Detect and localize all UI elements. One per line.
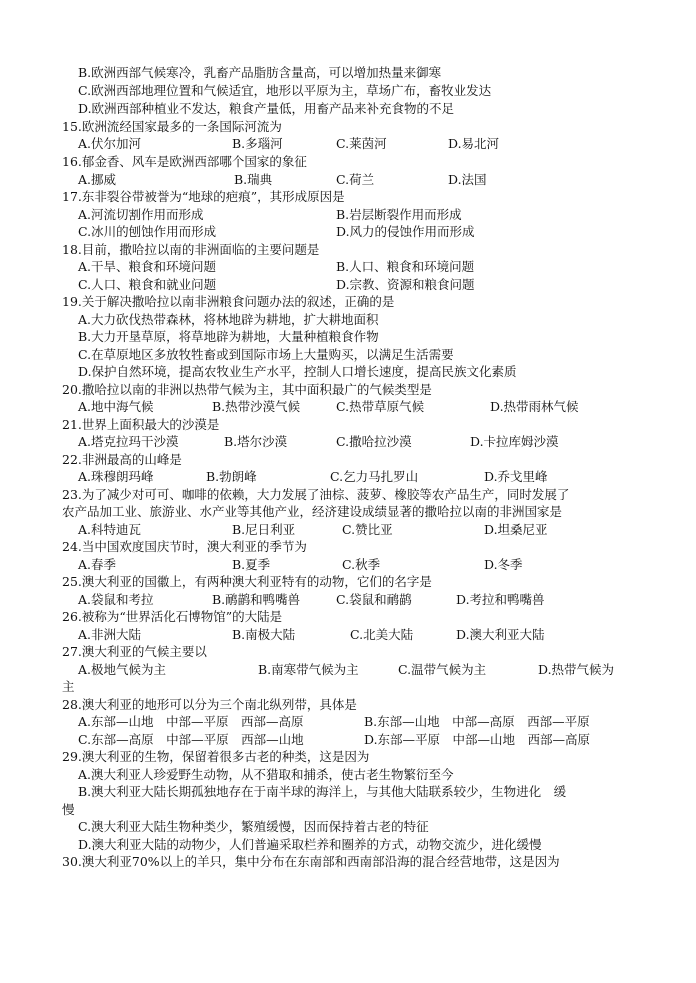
- q16-option-b: B.瑞典: [234, 172, 273, 187]
- question-24: 24.当中国欢度国庆节时，澳大利亚的季节为: [62, 539, 307, 554]
- q20-option-b: B.热带沙漠气候: [212, 399, 301, 414]
- q21-option-b: B.塔尔沙漠: [224, 434, 288, 449]
- q20-option-d: D.热带雨林气候: [490, 399, 579, 414]
- question-23-line-2: 农产品加工业、旅游业、水产业等其他产业，经济建设成绩显著的撒哈拉以南的非洲国家是: [62, 504, 563, 519]
- q22-option-d: D.乔戈里峰: [484, 469, 548, 484]
- q22-option-b: B.勃朗峰: [206, 469, 257, 484]
- q28-option-c: C.东部—高原 中部—平原 西部—山地: [78, 732, 304, 747]
- q19-option-a: A.大力砍伐热带森林，将林地辟为耕地，扩大耕地面积: [78, 312, 379, 327]
- question-27: 27.澳大利亚的气候主要以: [62, 644, 207, 659]
- q17-option-d: D.风力的侵蚀作用而形成: [336, 224, 475, 239]
- q14-option-c: C.欧洲西部地理位置和气候适宜，地形以平原为主，草场广布，畜牧业发达: [78, 83, 492, 98]
- question-16: 16.郁金香、风车是欧洲西部哪个国家的象征: [62, 154, 307, 169]
- q16-option-d: D.法国: [448, 172, 487, 187]
- q29-option-b-wrap: 慢: [62, 802, 75, 817]
- q29-option-b: B.澳大利亚大陆长期孤独地存在于南半球的海洋上，与其他大陆联系较少，生物进化 缓: [78, 784, 567, 799]
- q26-option-b: B.南极大陆: [232, 627, 296, 642]
- q23-option-c: C.赞比亚: [342, 522, 393, 537]
- q26-option-c: C.北美大陆: [350, 627, 414, 642]
- question-21: 21.世界上面积最大的沙漠是: [62, 417, 220, 432]
- q16-option-c: C.荷兰: [336, 172, 375, 187]
- q24-option-a: A.春季: [78, 557, 117, 572]
- question-25: 25.澳大利亚的国徽上，有两种澳大利亚特有的动物，它们的名字是: [62, 574, 432, 589]
- question-23-line-1: 23.为了减少对可可、咖啡的依赖，大力发展了油棕、菠萝、橡胶等农产品生产，同时发展了: [62, 487, 570, 502]
- question-19: 19.关于解决撒哈拉以南非洲粮食问题办法的叙述，正确的是: [62, 294, 395, 309]
- question-26: 26.被称为“世界活化石博物馆”的大陆是: [62, 609, 283, 624]
- q25-option-b: B.鸸鹋和鸭嘴兽: [212, 592, 301, 607]
- q27-option-d-wrap: 主: [62, 679, 75, 694]
- q16-option-a: A.挪威: [78, 172, 117, 187]
- q27-option-d: D.热带气候为: [538, 662, 615, 677]
- q17-option-b: B.岩层断裂作用而形成: [336, 207, 462, 222]
- q19-option-d: D.保护自然环境，提高农牧业生产水平，控制人口增长速度，提高民族文化素质: [78, 364, 517, 379]
- q24-option-b: B.夏季: [232, 557, 271, 572]
- q19-option-b: B.大力开垦草原，将草地辟为耕地，大量种植粮食作物: [78, 329, 379, 344]
- q14-option-b: B.欧洲西部气候寒冷，乳畜产品脂肪含量高，可以增加热量来御寒: [78, 65, 442, 80]
- q18-option-c: C.人口、粮食和就业问题: [78, 277, 217, 292]
- q23-option-b: B.尼日利亚: [232, 522, 296, 537]
- q27-option-a: A.极地气候为主: [78, 662, 167, 677]
- q28-option-b: B.东部—山地 中部—高原 西部—平原: [364, 714, 590, 729]
- q18-option-b: B.人口、粮食和环境问题: [336, 259, 475, 274]
- q24-option-d: D.冬季: [484, 557, 523, 572]
- q15-option-c: C.莱茵河: [336, 136, 387, 151]
- q24-option-c: C.秋季: [342, 557, 381, 572]
- q15-option-d: D.易北河: [448, 136, 500, 151]
- q15-option-a: A.伏尔加河: [78, 136, 142, 151]
- q18-option-d: D.宗教、资源和粮食问题: [336, 277, 475, 292]
- q29-option-c: C.澳大利亚大陆生物种类少，繁殖缓慢，因而保持着古老的特征: [78, 819, 429, 834]
- q20-option-c: C.热带草原气候: [336, 399, 425, 414]
- q18-option-a: A.干旱、粮食和环境问题: [78, 259, 217, 274]
- q29-option-d: D.澳大利亚大陆的动物少，人们普遍采取栏养和圈养的方式，动物交流少，进化缓慢: [78, 837, 542, 852]
- q29-option-a: A.澳大利亚人珍爱野生动物，从不猎取和捕杀，使古老生物繁衍至今: [78, 767, 454, 782]
- q17-option-c: C.冰川的刨蚀作用而形成: [78, 224, 217, 239]
- q22-option-a: A.珠穆朗玛峰: [78, 469, 154, 484]
- q14-option-d: D.欧洲西部种植业不发达，粮食产量低，用畜产品来补充食物的不足: [78, 101, 455, 116]
- q20-option-a: A.地中海气候: [78, 399, 154, 414]
- question-28: 28.澳大利亚的地形可以分为三个南北纵列带，具体是: [62, 697, 357, 712]
- question-15: 15.欧洲流经国家最多的一条国际河流为: [62, 119, 282, 134]
- q28-option-d: D.东部—平原 中部—山地 西部—高原: [364, 732, 591, 747]
- q17-option-a: A.河流切割作用而形成: [78, 207, 204, 222]
- question-17: 17.东非裂谷带被誉为“地球的疤痕”，其形成原因是: [62, 189, 345, 204]
- q21-option-a: A.塔克拉玛干沙漠: [78, 434, 179, 449]
- question-29: 29.澳大利亚的生物，保留着很多古老的种类，这是因为: [62, 749, 370, 764]
- q21-option-d: D.卡拉库姆沙漠: [470, 434, 559, 449]
- q26-option-d: D.澳大利亚大陆: [456, 627, 545, 642]
- q19-option-c: C.在草原地区多放牧牲畜或到国际市场上大量购买，以满足生活需要: [78, 347, 454, 362]
- q23-option-a: A.科特迪瓦: [78, 522, 142, 537]
- q25-option-a: A.袋鼠和考拉: [78, 592, 154, 607]
- question-18: 18.目前，撒哈拉以南的非洲面临的主要问题是: [62, 242, 320, 257]
- q22-option-c: C.乞力马扎罗山: [330, 469, 419, 484]
- q15-option-b: B.多瑙河: [232, 136, 283, 151]
- q28-option-a: A.东部—山地 中部—平原 西部—高原: [78, 714, 304, 729]
- q21-option-c: C.撒哈拉沙漠: [336, 434, 412, 449]
- q27-option-c: C.温带气候为主: [398, 662, 487, 677]
- q25-option-d: D.考拉和鸭嘴兽: [456, 592, 545, 607]
- question-30: 30.澳大利亚70%以上的羊只，集中分布在东南部和西南部沿海的混合经营地带，这是因为: [62, 854, 560, 869]
- q26-option-a: A.非洲大陆: [78, 627, 142, 642]
- q25-option-c: C.袋鼠和鸸鹋: [336, 592, 412, 607]
- q23-option-d: D.坦桑尼亚: [484, 522, 548, 537]
- question-20: 20.撒哈拉以南的非洲以热带气候为主，其中面积最广的气候类型是: [62, 382, 432, 397]
- question-22: 22.非洲最高的山峰是: [62, 452, 182, 467]
- q27-option-b: B.南寒带气候为主: [258, 662, 359, 677]
